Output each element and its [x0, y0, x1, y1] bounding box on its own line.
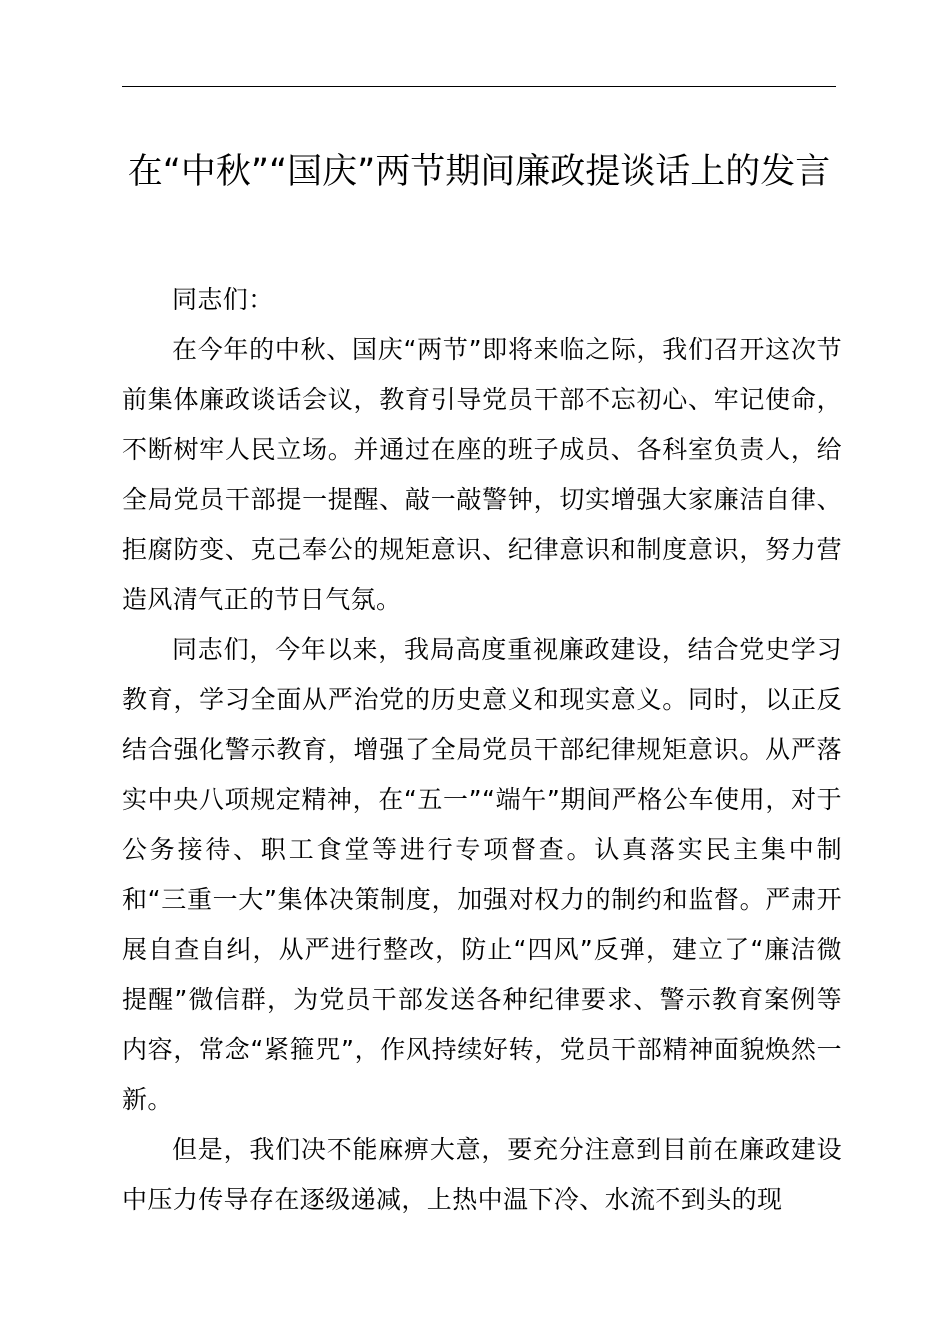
document-title: 在“中秋”“国庆”两节期间廉政提谈话上的发言	[127, 152, 831, 192]
salutation: 同志们：	[172, 285, 274, 314]
document-body	[122, 275, 842, 1225]
paragraph-3: 但是，我们决不能麻痹大意，要充分注意到目前在廉政建设中压力传导存在逐级递减，上热中温下冷、水流不到头的现	[122, 1135, 842, 1214]
header-rule	[122, 86, 836, 87]
paragraph-2: 同志们，今年以来，我局高度重视廉政建设，结合党史学习教育，学习全面从严治党的历史意义和现实意义。同时，以正反结合强化警示教育，增强了全局党员干部纪律规矩意识。从严落实中央八项规定精神，在“五一”“端午”期间严格公车使用，对于公务接待、职工食堂等进行专项督查。认真落实民主集中制和“三重一大”集体决策制度，加强对权力的制约和监督。严肃开展自查自纠，从严进行整改，防止“四风”反弹，建立了“廉洁微提醒”微信群，为党员干部发送各种纪律要求、警示教育案例等内容，常念“紧箍咒”，作风持续好转，党员干部精神面貌焕然一新。	[122, 635, 842, 1114]
paragraph-1: 在今年的中秋、国庆“两节”即将来临之际，我们召开这次节前集体廉政谈话会议，教育引导党员干部不忘初心、牢记使命，不断树牢人民立场。并通过在座的班子成员、各科室负责人，给全局党员干部提一提醒、敲一敲警钟，切实增强大家廉洁自律、拒腐防变、克己奉公的规矩意识、纪律意识和制度意识，努力营造风清气正的节日气氛。	[122, 335, 842, 614]
